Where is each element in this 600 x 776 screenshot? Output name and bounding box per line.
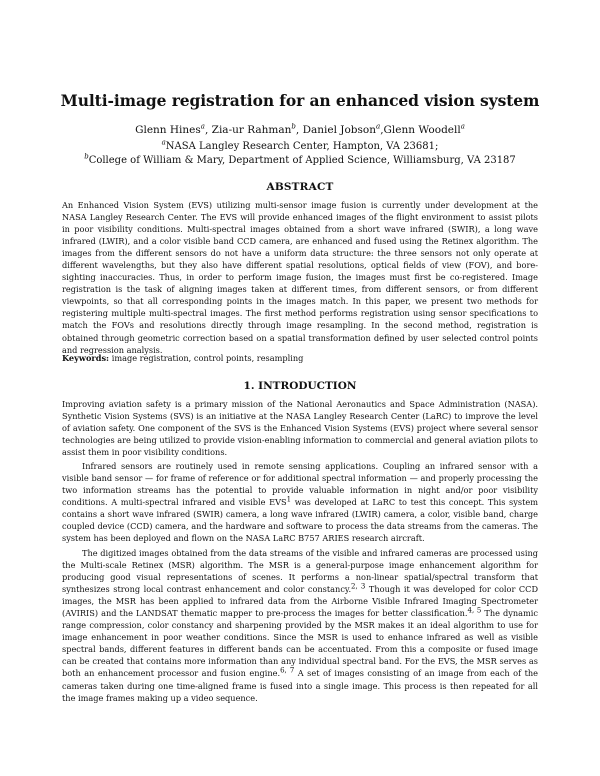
affiliation-b (0, 152, 600, 166)
paragraph-text: The dynamic range compression, color constancy and sharpening provided by the MSR makes it an ideal algorithm to use for image enhancement in poor weather conditions. Since the MSR is used to enhance infrared as well as visible spectral bands, different features in different bands can be accentuated. From this a composite or fused image can be created that contains more information than any individual spectral band. For the EVS, the MSR serves as both an enhancement processor and fusion engine. (62, 608, 538, 679)
paragraph-text: Infrared sensors are routinely used in remote sensing applications. Coupling an infrared sensor with a visible band sensor — for frame of reference or for additional spectral information — and properly processing the two information streams has the potential to provide valuable information in night and/or poor visibility conditions. A multi-spectral infrared and visible EVS (62, 461, 538, 508)
paragraph-text: was developed at LaRC to test this concept. This system contains a short wave infrared (SWIR) camera, a long wave infrared (LWIR) camera, a color, visible band, charge coupled device (CCD) camera, and the hardware and software to process the data streams from the cameras. The system has been deployed and flown on the NASA LaRC B757 ARIES research aircraft. (62, 497, 538, 544)
author-separator: , (295, 124, 303, 136)
affiliation-text: NASA Langley Research Center, Hampton, VA 23681; (165, 141, 439, 152)
abstract-heading: ABSTRACT (266, 181, 334, 193)
author-affiliation-mark: b (291, 122, 296, 131)
paragraph-text: Though it was developed for color CCD images, the MSR has been applied to infrared data from the Airborne Visible Infrared Imaging Spectrometer (AVIRIS) and the LANDSAT thematic mapper to pre-process the images for better classification. (62, 584, 539, 619)
author-separator: , (380, 124, 384, 136)
abstract-text: An Enhanced Vision System (EVS) utilizing multi-sensor image fusion is currently under development at the NASA Langley Research Center. The EVS will provide enhanced images of the flight environment to assist pilots in poor visibility conditions. Multi-spectral images obtained from a short wave infrared (SWIR), a long wave infrared (LWIR), and a color visible band CCD camera, are enhanced and fused using the Retinex algorithm. The images from the different sensors do not have a uniform data structure: the three sensors not only operate at different wavelengths, but they also have different spatial resolutions, optical fields of view (FOV), and bore-sighting inaccuracies. Thus, in order to perform image fusion, the images must first be co-registered. Image registration is the task of aligning images taken at different times, from different sensors, or from different viewpoints, so that all corresponding points in the images match. In this paper, we present two methods for registering multiple multi-spectral images. The first method performs registration using sensor specifications to match the FOVs and resolutions directly through image resampling. In the second method, registration is obtained through geometric correction based on a spatial transformation defined by user selected control points and regression analysis. (62, 200, 538, 355)
author-name: Glenn Woodell (383, 124, 461, 136)
citation-superscript: 4, 5 (467, 606, 482, 615)
affiliation-mark: a (161, 138, 166, 147)
citation-superscript: 1 (286, 495, 292, 504)
author-name: Glenn Hines (135, 124, 201, 136)
intro-paragraph-1: Improving aviation safety is a primary mission of the National Aeronautics and Space Administration (NASA). Synthetic Vision Systems (SVS) is an initiative at the NASA Langley Research Center (LaRC) to improve the level of aviation safety. One component of the SVS is the Enhanced Vision Systems (EVS) project where several sensor technologies are being utilized to provide vision-enabling information to commercial and general aviation pilots to assist them in poor visibility conditions. (62, 399, 538, 458)
author-affiliation-mark: a (376, 122, 381, 131)
paper-title: Multi-image registration for an enhanced vision system (60, 91, 540, 110)
author-list (0, 124, 600, 136)
affiliation-text: College of William & Mary, Department of Applied Science, Williamsburg, VA 23187 (88, 155, 516, 166)
author-separator: , (204, 124, 212, 136)
paragraph-text: A set of images consisting of an image from each of the cameras taken during one time-aligned frame is fused into a single image. This process is then repeated for all the image frames making up a video sequence. (62, 668, 539, 703)
keywords-label: Keywords: (62, 353, 110, 363)
author-name: Zia-ur Rahman (211, 124, 292, 136)
keywords-text: image registration, control points, resampling (111, 353, 304, 363)
intro-paragraph-2 (62, 460, 538, 544)
author-affiliation-mark: a (200, 122, 205, 131)
keywords-line (62, 352, 538, 364)
affiliation-a (0, 138, 600, 152)
introduction-heading: 1. INTRODUCTION (243, 380, 357, 392)
citation-superscript: 2, 3 (351, 582, 366, 591)
author-affiliation-mark: a (460, 122, 465, 131)
author-name: Daniel Jobson (302, 124, 376, 136)
affiliation-mark: b (84, 152, 89, 161)
intro-paragraph-3 (62, 547, 538, 704)
paragraph-text: The digitized images obtained from the data streams of the visible and infrared cameras are processed using the Multi-scale Retinex (MSR) algorithm. The MSR is a general-purpose image enhancement algorithm for producing good visual representations of scenes. It performs a non-linear spatial/spectral transform that synthesizes strong local contrast enhancement and color constancy. (62, 548, 538, 595)
citation-superscript: 6, 7 (280, 666, 295, 675)
